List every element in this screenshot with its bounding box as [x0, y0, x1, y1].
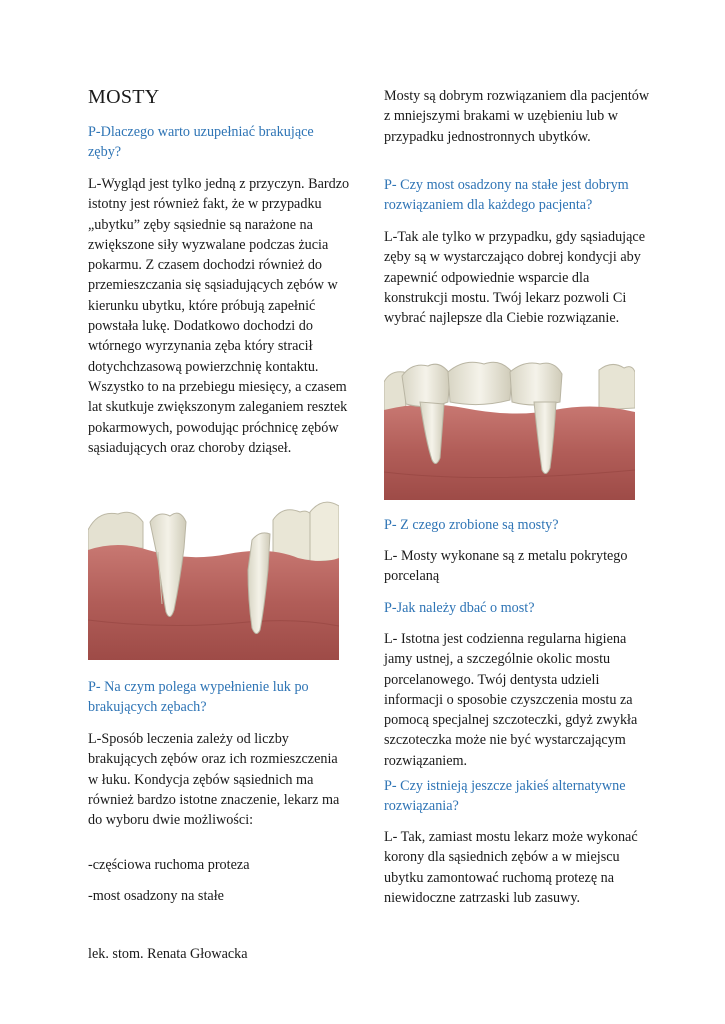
missing-tooth-drawing [88, 500, 339, 660]
answer-filling-gaps: L-Sposób leczenia zależy od liczby brakujących zębów oraz ich rozmieszczenia w łuku. Kondycja zębów sąsiednich ma również bardzo istotne znaczenie, lekarz ma do wyboru dwie możliwości: [88, 731, 340, 829]
answer-suitable: L-Tak ale tylko w przypadku, gdy sąsiadujące zęby są w wystarczająco dobrej kondycji aby zapewnić odpowiednie wsparcie dla konstrukcji mostu. Twój lekarz pozwoli Ci wybrać najlepsze dla Ciebie rozwiązanie. [384, 229, 645, 327]
answer-why-fill: L-Wygląd jest tylko jedną z przyczyn. Bardzo istotny jest również fakt, że w przypadku „ubytku” zęby sąsiednie są narażone na zwiększone siły wyzwalane podczas żucia pokarmu. Z czasem dochodzi również do przemieszczania się sąsiadujących zębów w kierunku ubytku, które próbują zapełnić powstała lukę. Dodatkowo dochodzi do wtórnego wyrzynania zęba który stracił dotychchzasową powierzchnię kontaktu. Wszystko to na przebiegu miesięcy, a czasem lat skutkuje zwiększonym zaleganiem resztek pokarmowych, powodując próchnicę zębów sąsiadujących oraz choroby dziąseł. [88, 176, 350, 456]
author-signature: lek. stom. Renata Głowacka [88, 946, 248, 962]
answer-alternatives: L- Tak, zamiast mostu lekarz może wykonać korony dla sąsiednich zębów a w miejscu ubytku zamontować ruchomą protezę na niewidoczne zatrzaski lub zasuwy. [384, 829, 638, 906]
bridge-illustration [384, 352, 635, 500]
question-suitable: P- Czy most osadzony na stałe jest dobrym rozwiązaniem dla każdego pacjenta? [384, 177, 629, 214]
question-why-fill: P-Dlaczego warto uzupełniać brakujące zęby? [88, 124, 314, 161]
option-partial-denture: -częściowa ruchoma proteza [88, 857, 250, 873]
page-title: MOSTY [88, 86, 160, 108]
question-care: P-Jak należy dbać o most? [384, 600, 535, 616]
question-filling-gaps: P- Na czym polega wypełnienie luk po brakujących zębach? [88, 679, 309, 716]
answer-care: L- Istotna jest codzienna regularna higiena jamy ustnej, a szczególnie okolic mostu porcelanowego. Twój dentysta udzieli informacji o sposobie czyszczenia mostu za pomocą specjalnej szczoteczki, gdyż zwykła szczoteczka może nie być wystarczającym rozwiązaniem. [384, 631, 638, 769]
question-material: P- Z czego zrobione są mosty? [384, 517, 559, 533]
option-fixed-bridge: -most osadzony na stałe [88, 888, 224, 904]
missing-tooth-illustration [88, 500, 339, 660]
question-alternatives: P- Czy istnieją jeszcze jakieś alternatywne rozwiązania? [384, 778, 626, 815]
answer-material: L- Mosty wykonane są z metalu pokrytego porcelaną [384, 548, 628, 585]
intro-text: Mosty są dobrym rozwiązaniem dla pacjentów z mniejszymi brakami w uzębieniu lub w przypadku jednostronnych ubytków. [384, 88, 650, 145]
bridge-drawing [384, 352, 635, 500]
